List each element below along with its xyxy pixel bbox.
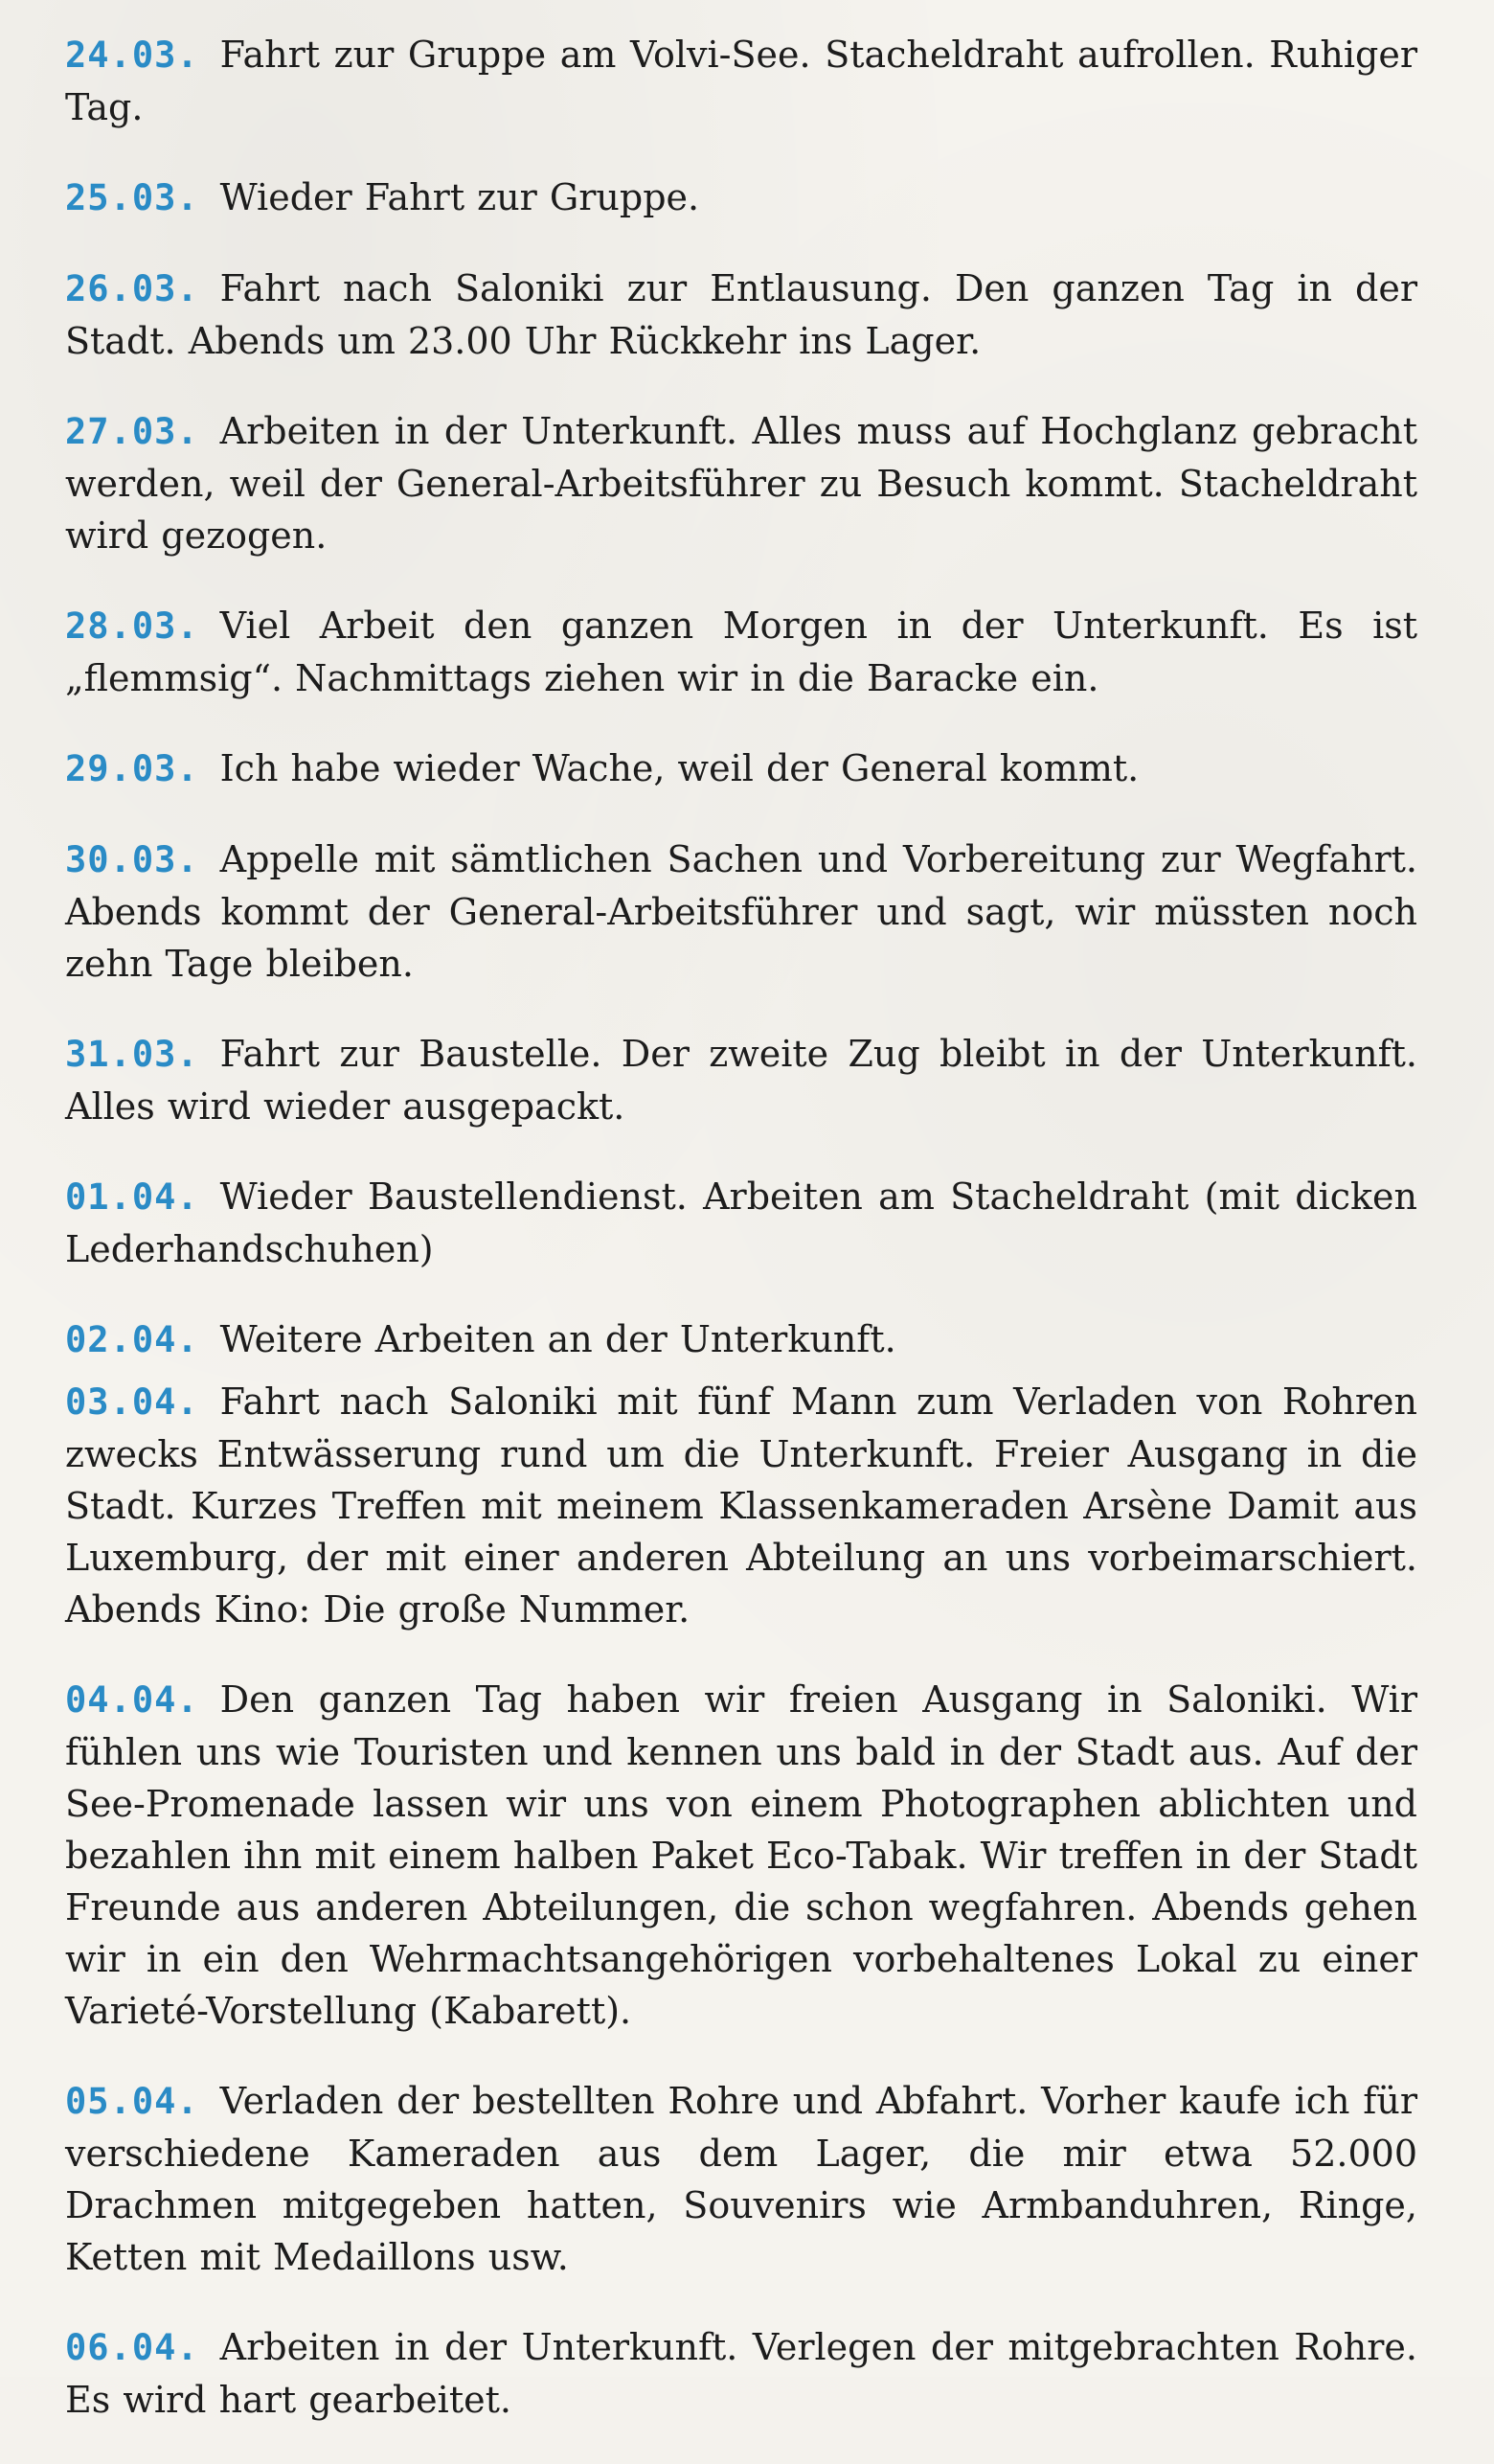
- entry-date: 26.03.: [65, 268, 199, 309]
- entry-date: 03.04.: [65, 1381, 199, 1423]
- entry-date: 05.04.: [65, 2081, 199, 2122]
- entry-text: Arbeiten in der Unterkunft. Alles muss auf Hochglanz gebracht werden, weil der General-Arbeitsführer zu Besuch kommt. Stacheldraht wird gezogen.: [65, 410, 1417, 557]
- entry-text: Appelle mit sämtlichen Sachen und Vorbereitung zur Wegfahrt. Abends kommt der General-Arbeitsführer und sagt, wir müssten noch zehn Tage bleiben.: [65, 838, 1417, 985]
- diary-entry: [65, 600, 1417, 704]
- entry-date: 30.03.: [65, 839, 199, 880]
- entry-date: 06.04.: [65, 2327, 199, 2368]
- entry-date: 29.03.: [65, 748, 199, 789]
- diary-entries: [65, 29, 1417, 2464]
- entry-date: 25.03.: [65, 177, 199, 218]
- entry-date: 04.04.: [65, 1679, 199, 1721]
- diary-entry: [65, 262, 1417, 367]
- diary-entry: [65, 29, 1417, 133]
- entry-date: 27.03.: [65, 411, 199, 452]
- diary-entry: [65, 1376, 1417, 1635]
- diary-entry: [65, 171, 1417, 224]
- entry-date: 02.04.: [65, 1319, 199, 1360]
- diary-entry: [65, 2075, 1417, 2283]
- diary-entry: [65, 833, 1417, 990]
- diary-entry: [65, 1028, 1417, 1132]
- entry-text: Fahrt nach Saloniki mit fünf Mann zum Verladen von Rohren zwecks Entwässerung rund um die Unterkunft. Freier Ausgang in die Stadt. Kurzes Treffen mit meinem Klassenkameraden Arsène Damit aus Luxemburg, der mit einer anderen Abteilung an uns vorbeimarschiert. Abends Kino: Die große Nummer.: [65, 1380, 1417, 1631]
- entry-text: Verladen der bestellten Rohre und Abfahrt. Vorher kaufe ich für verschiedene Kameraden aus dem Lager, die mir etwa 52.000 Drachmen mitgegeben hatten, Souvenirs wie Armbanduhren, Ringe, Ketten mit Medaillons usw.: [65, 2080, 1417, 2278]
- entry-text: Arbeiten in der Unterkunft. Verlegen der mitgebrachten Rohre. Es wird hart gearbeitet.: [65, 2326, 1417, 2421]
- entry-text: Fahrt nach Saloniki zur Entlausung. Den ganzen Tag in der Stadt. Abends um 23.00 Uhr Rückkehr ins Lager.: [65, 267, 1417, 362]
- entry-text: Ich habe wieder Wache, weil der General kommt.: [219, 747, 1140, 789]
- entry-text: Viel Arbeit den ganzen Morgen in der Unterkunft. Es ist „flemmsig“. Nachmittags ziehen wir in die Baracke ein.: [65, 605, 1417, 699]
- entry-text: Fahrt zur Baustelle. Der zweite Zug bleibt in der Unterkunft. Alles wird wieder ausgepackt.: [65, 1033, 1417, 1128]
- entry-text: Weitere Arbeiten an der Unterkunft.: [219, 1318, 896, 1360]
- diary-entry: [65, 742, 1417, 795]
- diary-entry: [65, 1313, 1417, 1366]
- entry-date: 28.03.: [65, 605, 199, 647]
- diary-entry: [65, 1674, 1417, 2037]
- entry-text: Den ganzen Tag haben wir freien Ausgang in Saloniki. Wir fühlen uns wie Touristen und kennen uns bald in der Stadt aus. Auf der See-Promenade lassen wir uns von einem Photographen ablichten und bezahlen ihn mit einem halben Paket Eco-Tabak. Wir treffen in der Stadt Freunde aus anderen Abteilungen, die schon wegfahren. Abends gehen wir in ein den Wehrmachtsangehörigen vorbehaltenes Lokal zu einer Varieté-Vorstellung (Kabarett).: [65, 1678, 1417, 2032]
- entry-date: 31.03.: [65, 1034, 199, 1075]
- entry-date: 01.04.: [65, 1176, 199, 1218]
- entry-text: Wieder Baustellendienst. Arbeiten am Stacheldraht (mit dicken Lederhandschuhen): [65, 1175, 1417, 1270]
- entry-date: 24.03.: [65, 34, 199, 76]
- diary-entry: [65, 405, 1417, 561]
- entry-text: Wieder Fahrt zur Gruppe.: [219, 176, 700, 218]
- entry-text: Fahrt zur Gruppe am Volvi-See. Stacheldraht aufrollen. Ruhiger Tag.: [65, 34, 1417, 128]
- diary-entry: [65, 1171, 1417, 1275]
- diary-entry: [65, 2321, 1417, 2426]
